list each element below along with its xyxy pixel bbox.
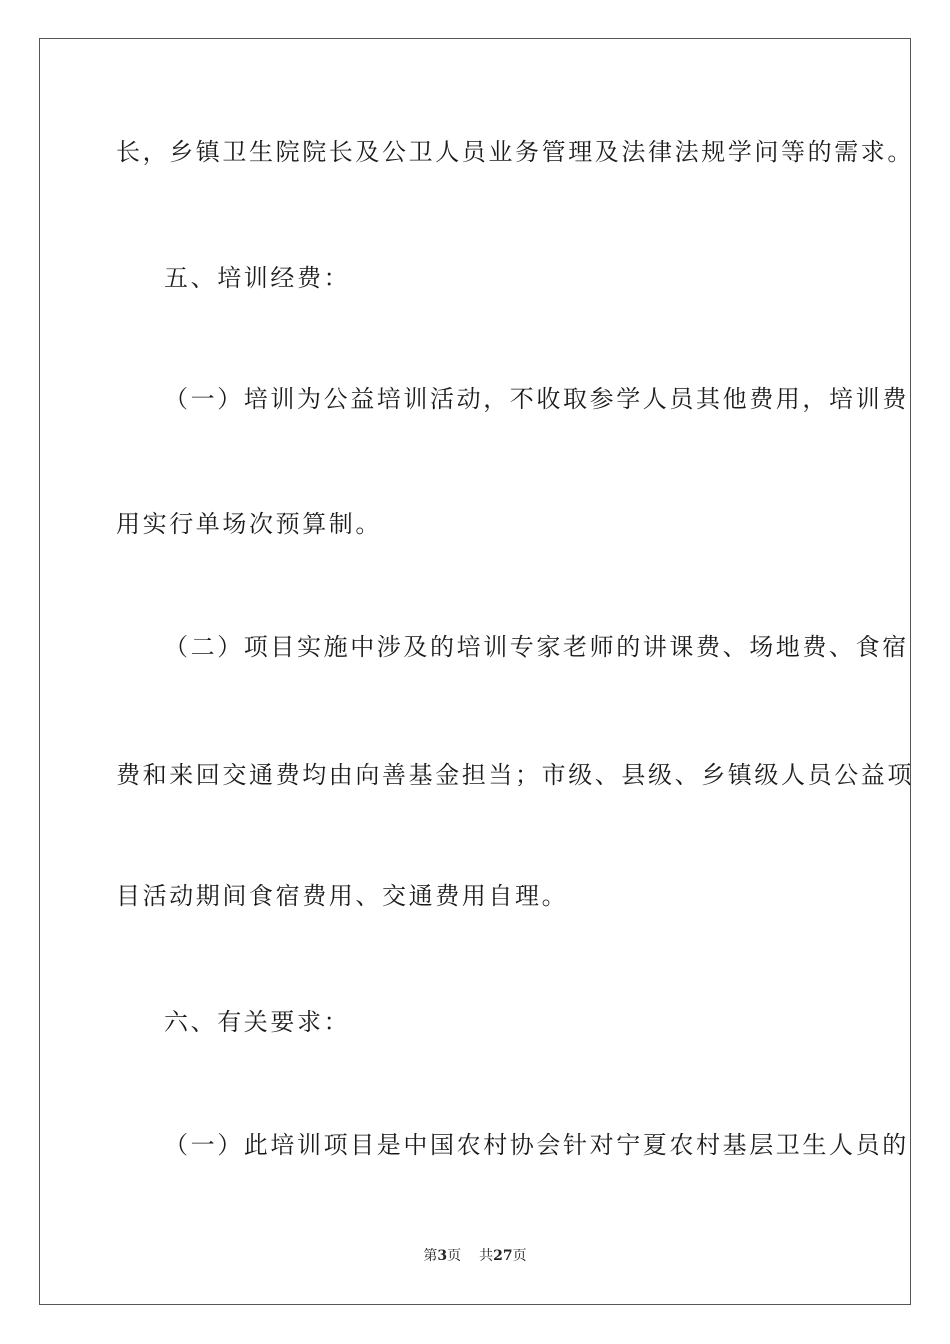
paragraph-line-7: 目活动期间食宿费用、交通费用自理。 [116,882,569,910]
section-heading-six: 六、有关要求： [164,1008,351,1036]
paragraph-line-1: 长，乡镇卫生院院长及公卫人员业务管理及法律法规学问等的需求。 [116,138,914,166]
section-heading-five: 五、培训经费： [164,264,351,292]
footer-page-number: 3 [437,1248,448,1264]
paragraph-line-3: （一）培训为公益培训活动，不收取参学人员其他费用，培训费 [164,385,909,413]
paragraph-line-6: 费和来回交通费均由向善基金担当；市级、县级、乡镇级人员公益项 [116,761,914,789]
footer-page-prefix: 第 [423,1248,438,1264]
footer-total-pages: 27 [493,1248,513,1264]
footer-page-suffix: 页 [447,1248,462,1264]
footer-total-prefix: 共 [479,1248,494,1264]
page-frame [39,38,911,1305]
paragraph-line-4: 用实行单场次预算制。 [116,510,382,538]
paragraph-line-5: （二）项目实施中涉及的培训专家老师的讲课费、场地费、食宿 [164,633,909,661]
page-footer [0,1246,950,1266]
footer-total-suffix: 页 [512,1248,527,1264]
paragraph-line-9: （一）此培训项目是中国农村协会针对宁夏农村基层卫生人员的 [164,1131,909,1159]
